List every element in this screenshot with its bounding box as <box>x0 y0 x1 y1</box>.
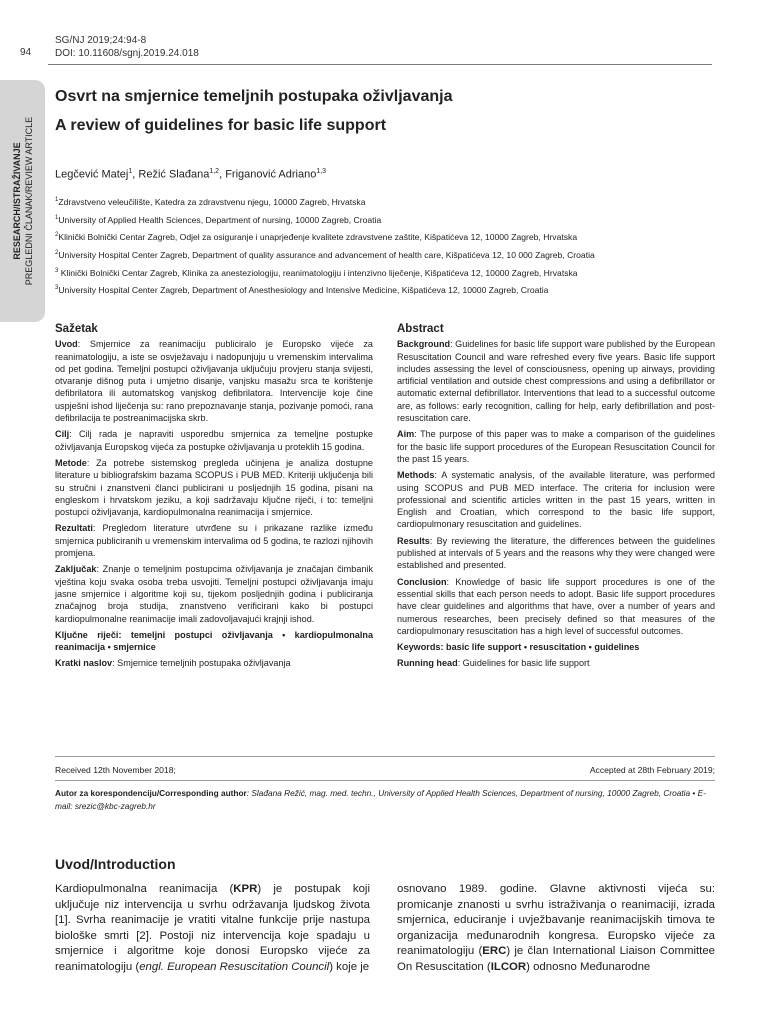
corresponding-author <box>55 787 715 813</box>
accepted-date: Accepted at 28th February 2019; <box>589 765 715 775</box>
author-name: Legčević Matej <box>55 168 129 181</box>
article-type-label: PREGLEDNI ČLANAK/REVIEW ARTICLE <box>23 116 34 286</box>
abstract-conclusion: Conclusion: Knowledge of basic life support procedures is one of the essential skills that each person needs to adopt. Basic life support procedures have clear guidelines and algorithms that have, over a number of years and numerous researches, been precisely defined so that measures of the cardiopulmonary resuscitation has a high level of successful outcomes. <box>397 576 715 636</box>
dates-divider-bottom <box>55 780 715 781</box>
corresponding-label: Autor za korespondenciju/Corresponding author <box>55 788 247 798</box>
sazetak-cilj: Cilj: Cilj rada je napraviti usporedbu smjernica za temeljne postupke oživljavanja Europskog vijeća za postupke oživljavanja u proteklih 15 godina. <box>55 429 373 452</box>
abstract-aim: Aim: The purpose of this paper was to make a comparison of the guidelines for the basic life support procedures of the European Resuscitation Council for the past 15 years. <box>397 429 715 464</box>
header-divider <box>48 64 712 65</box>
corresponding-details: : Slađana Režić, mag. med. techn., University of Applied Health Sciences, Department of nursing, 10000 Zagreb, Croatia • E-mail: srezic@kbc-zagreb.hr <box>55 788 706 811</box>
abstract-keywords: Keywords: basic life support • resuscitation • guidelines <box>397 642 640 653</box>
introduction-text-right: osnovano 1989. godine. Glavne aktivnosti vijeća su: promicanje znanosti u svrhu istraživanja o reanimaciji, izrada smjernica, educiranje i uvježbavanje reanimacijskih timova te organizacija međunarodnih kongresa. Europsko vijeće za reanimatologiju (ERC) je član International Liaison Committee On Resuscitation (ILCOR) odnosno Međunarodne <box>397 883 715 973</box>
sazetak-rezultati: Rezultati: Pregledom literature utvrđene su i prikazane razlike između smjernica publiciranih u vremenskim intervalima od 5 godina, te razlozi njihovih promjena. <box>55 523 373 559</box>
author-affil-ref: 1,2 <box>209 168 220 175</box>
doi: DOI: 10.11608/sgnj.2019.24.018 <box>55 48 199 59</box>
journal-ref: SG/NJ 2019;24:94-8 <box>55 35 147 46</box>
sazetak-uvod: Uvod: Smjernice za reanimaciju publiciralo je Europsko vijeće za reanimatologiju, a iste se osvježavaju i nadopunjuju u vremenskim intervalima od pet godina. Temeljni postupci oživljavanja uključuju provjeru stanja svijesti, otvaranje dišnog puta i umjetno disanje, vanjsku masažu srca te korištenje defibrilatora ili automatskog vanjskog defibrilatora. Intervencije koje čine uspješni ishod liječenja su: rano prepoznavanje stanja, pozivanje pomoći, rana defibrilacija te postreanimacijska skrb. <box>55 339 373 424</box>
received-date: Received 12th November 2018; <box>55 765 176 775</box>
sazetak-heading: Sažetak <box>55 323 98 335</box>
abstract-heading: Abstract <box>397 323 444 335</box>
sazetak-zakljucak: Zaključak: Znanje o temeljnim postupcima oživljavanja je značajan čimbanik vještina koju svaka osoba treba usvojiti. Temeljni postupci oživljavanja imaju jasne smjernice i algoritme koji su, tijekom posljednjih godina i publiciranja značajnog broja studija, znanstveno verificirani kako bi postupci kardiopulmonalne reanimacije imali zadovoljavajući krajnji ishod. <box>55 564 373 624</box>
author-list: Legčević Matej$^1$, Režić Slađana$^{1,2}$, Friganović Adriano$^{1,3}$ <box>55 168 327 181</box>
dates-divider-top <box>55 756 715 757</box>
article-type-tab <box>0 80 45 322</box>
abstract-background: Background: Guidelines for basic life support ware published by the European Resuscitation Council and ware refreshed every five years. Basic life support includes assessing the level of consciousness, opening up airways, providing artificial ventilation and outside chest compressions and using a defibrillator or automatic external defibrillator. Interventions that lead to a successful outcome are, as follows: early recognition, calling for help, early defibrillation and post-resuscitation care. <box>397 339 715 424</box>
affiliation: $^3$University Hospital Center Zagreb, Department of Anesthesiology and Intensive Medicine, Kišpatićeva 12, 10000 Zagreb, Croatia <box>55 285 549 296</box>
abstract-running-head: Running head: Guidelines for basic life support <box>397 658 590 669</box>
affiliation: $^3$ Klinički Bolnički Centar Zagreb, Klinika za anesteziologiju, reanimatologiju i intenzivno liječenje, Kišpatićeva 12, 10000 Zagreb, Hrvatska <box>55 267 578 278</box>
section-label: RESEARCH/ISTRAŽIVANJE <box>11 142 22 260</box>
sazetak-short-title: Kratki naslov: Smjernice temeljnih postupaka oživljavanja <box>55 658 291 669</box>
affiliations <box>55 193 715 299</box>
affiliation: $^1$University of Applied Health Sciences, Department of nursing, 10000 Zagreb, Croatia <box>55 214 382 225</box>
sazetak-column <box>55 323 373 674</box>
affiliation: $^2$University Hospital Center Zagreb, Department of quality assurance and advancement of health care, Kišpatićeva 12, 10 000 Zagreb, Croatia <box>55 249 595 260</box>
sazetak-metode: Metode: Za potrebe sistemskog pregleda učinjena je analiza dostupne literature u bibliografskim bazama SCOPUS i PUB MED. Kriteriji uključenja bili su stručni i znanstveni članci publicirani u posljednjih 15 godina, pisani na engleskom i hrvatskom jeziku, a koji sadržavaju ključne riječi, i to: temeljni postupci oživljavanja, kardiopulmonalna reanimacija i smjernice. <box>55 457 373 518</box>
affiliation: $^1$Zdravstveno veleučilište, Katedra za zdravstvenu njegu, 10000 Zagreb, Hrvatska <box>55 196 366 207</box>
abstract-methods: Methods: A systematic analysis, of the available literature, was performed using SCOPUS and PUB MED interface. The criteria for inclusion were professional and scientific articles written in the past 15 years, written in English and Croatian, which correspond to the basic life support, cardiopulmonary resuscitation and guidelines. <box>397 470 715 530</box>
journal-citation <box>55 34 199 60</box>
page-number: 94 <box>20 47 32 58</box>
author-name: Režić Slađana <box>138 168 210 181</box>
sazetak-keywords: Ključne riječi: temeljni postupci oživljavanja • kardiopulmonalna reanimacija • smjernice <box>55 629 374 653</box>
abstract-column <box>397 323 715 674</box>
title-croatian: Osvrt na smjernice temeljnih postupaka oživljavanja <box>55 88 453 105</box>
title-english: A review of guidelines for basic life support <box>55 117 387 134</box>
introduction-heading: Uvod/Introduction <box>55 856 176 872</box>
author-affil-ref: 1 <box>128 168 133 175</box>
affiliation: $^2$Klinički Bolnički Centar Zagreb, Odjel za osiguranje i unaprjeđenje kvalitete zdravstvene zaštite, Kišpatićeva 12, 10000 Zagreb, Hrvatska <box>55 232 578 243</box>
introduction-text-left: Kardiopulmonalna reanimacija (KPR) je postupak koji uključuje niz intervencija u svrhu održavanja ljudskog života [1]. Svrha reanimacije je vratiti vitalne funkcije prije nastupa biološke smrti [2]. Postoji niz intervencija koje spadaju u smjernice i algoritme koje donosi Europsko vijeće za reanimatologiju (engl. European Resuscitation Council) koje je <box>55 883 370 973</box>
abstract-results: Results: By reviewing the literature, the differences between the guidelines published at intervals of 5 years and the reasons why they were changed were established and presented. <box>397 535 715 571</box>
author-name: Friganović Adriano <box>225 168 317 181</box>
author-affil-ref: 1,3 <box>316 168 327 175</box>
